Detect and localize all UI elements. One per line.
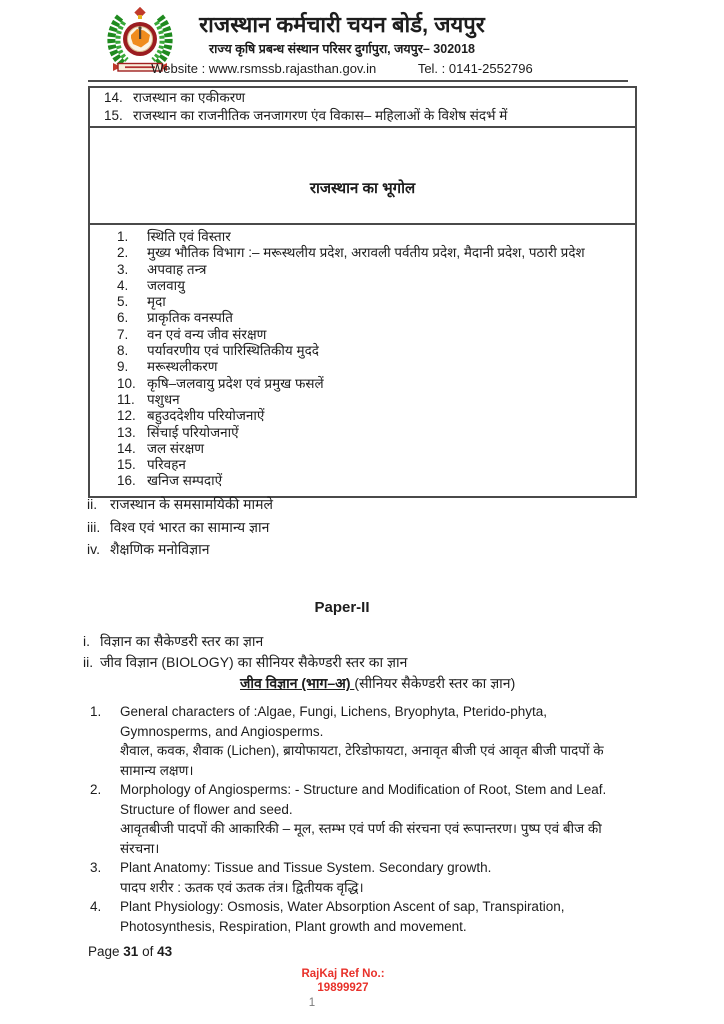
- topic-text-english: Plant Physiology: Osmosis, Water Absorption Ascent of sap, Transpiration, Photosynthesis, Respiration, Plant growth and movement.: [120, 899, 565, 934]
- paper2-title: Paper-II: [314, 599, 370, 616]
- item-text: राजस्थान का राजनीतिक जनजागरण एंव विकास– महिलाओं के विशेष संदर्भ में: [133, 108, 508, 123]
- topic-body: [120, 858, 635, 897]
- item-number: 12.: [117, 408, 136, 424]
- page-current: 31: [123, 944, 139, 959]
- item-number: 3.: [90, 860, 102, 875]
- item-text: मुख्य भौतिक विभाग :– मरूस्थलीय प्रदेश, अरावली पर्वतीय प्रदेश, मैदानी प्रदेश, पठारी प्रदेश: [147, 245, 585, 261]
- outline-list: [87, 496, 273, 564]
- rajkaj-ref-label: RajKaj Ref No.:: [301, 968, 385, 980]
- item-text: मृदा: [147, 294, 166, 310]
- bottom-page-number: 1: [308, 997, 316, 1009]
- item-number: 15.: [104, 108, 123, 123]
- telephone-text: Tel. : 0141-2552796: [417, 61, 533, 76]
- item-number: 2.: [117, 245, 129, 261]
- item-text: शैक्षणिक मनोविज्ञान: [110, 541, 210, 557]
- item-number: 11.: [117, 391, 135, 407]
- letterhead: [96, 12, 588, 77]
- list-item: [90, 327, 635, 343]
- item-text: बहुउददेशीय परियोजनाऐं: [147, 408, 265, 424]
- item-number: 1.: [117, 229, 129, 244]
- item-text: स्थिति एवं विस्तार: [147, 229, 231, 244]
- item-text: वन एवं वन्य जीव संरक्षण: [147, 326, 267, 342]
- item-number: 16.: [117, 473, 136, 489]
- item-number: 4.: [90, 899, 102, 914]
- geography-list: [90, 225, 635, 496]
- list-item: [90, 473, 635, 489]
- item-number: iii.: [87, 518, 101, 535]
- item-number: 14.: [104, 90, 123, 105]
- section-heading-cell: [90, 128, 635, 225]
- item-text: जल संरक्षण: [147, 440, 205, 456]
- list-item: [90, 294, 635, 310]
- outline-item: [87, 541, 273, 557]
- item-text: पशुधन: [147, 391, 180, 407]
- item-number: iv.: [87, 541, 100, 557]
- item-number: 4.: [117, 277, 129, 293]
- item-number: 9.: [117, 359, 129, 375]
- topic-item: [88, 780, 637, 858]
- list-item: [90, 408, 635, 424]
- item-text: राजस्थान के समसामयिकी मामले: [110, 496, 273, 512]
- paper2-item: [83, 652, 643, 673]
- list-item: [90, 441, 635, 457]
- website-text: Website : www.rsmssb.rajasthan.gov.in: [151, 61, 377, 76]
- list-item: [90, 392, 635, 408]
- list-item: [90, 343, 635, 359]
- list-item: [90, 457, 635, 473]
- item-text: विज्ञान का सैकेण्डरी स्तर का ज्ञान: [100, 633, 264, 649]
- item-number: i.: [83, 633, 90, 649]
- biology-topic-list: [88, 702, 637, 936]
- list-item: [90, 359, 635, 375]
- item-text: परिवहन: [147, 457, 186, 473]
- topic-item: [88, 897, 637, 936]
- item-number: 10.: [117, 375, 136, 391]
- list-item: [90, 245, 635, 261]
- topic-body: [120, 780, 635, 858]
- outline-item: [87, 496, 273, 512]
- table-row: [90, 107, 635, 125]
- item-text: खनिज सम्पदाऐं: [147, 473, 223, 489]
- item-number: 7.: [117, 326, 129, 342]
- item-number: 1.: [90, 704, 102, 719]
- topic-item: [88, 858, 637, 897]
- paper2-outline: [83, 631, 643, 694]
- syllabus-table: [88, 86, 637, 498]
- item-text: राजस्थान का एकीकरण: [133, 90, 245, 105]
- topic-text-hindi: शैवाल, कवक, शैवाक (Lichen), ब्रायोफायटा, टेरिडोफायटा, अनावृत बीजी एवं आवृत बीजी पादपों के सामान्य लक्षण।: [120, 743, 604, 778]
- item-number: ii.: [83, 654, 94, 670]
- item-number: 2.: [90, 782, 102, 797]
- paper2-item: [83, 631, 643, 652]
- item-text: जलवायु: [147, 277, 186, 293]
- topic-text-hindi: आवृतबीजी पादपों की आकारिकी – मूल, स्तम्भ एवं पर्ण की संरचना एवं रूपान्तरण। पुष्प एवं बीज की संरचना।: [120, 821, 602, 856]
- part-heading-suffix: (सीनियर सैकेण्डरी स्तर का ज्ञान): [354, 675, 516, 691]
- rajkaj-ref: [0, 967, 686, 995]
- item-number: 3.: [117, 261, 129, 277]
- page-label: Page: [88, 944, 124, 959]
- topic-item: [88, 702, 637, 780]
- item-text: पर्यावरणीय एवं पारिस्थितिकीय मुददे: [147, 343, 319, 359]
- list-item: [90, 425, 635, 441]
- list-item: [90, 310, 635, 326]
- item-number: ii.: [87, 496, 98, 512]
- outline-item: [87, 519, 273, 535]
- topic-text-hindi: पादप शरीर : ऊतक एवं ऊतक तंत्र। द्वितीयक वृद्धि।: [120, 879, 364, 895]
- item-text: विश्व एवं भारत का सामान्य ज्ञान: [110, 518, 270, 535]
- item-number: 14.: [117, 440, 136, 456]
- item-number: 6.: [117, 310, 129, 326]
- item-number: 15.: [117, 457, 136, 473]
- section-heading: राजस्थान का भूगोल: [309, 179, 416, 197]
- item-text: जीव विज्ञान (BIOLOGY) का सीनियर सैकेण्डरी स्तर का ज्ञान: [100, 654, 408, 670]
- item-number: 5.: [117, 294, 129, 310]
- item-text: अपवाह तन्त्र: [147, 261, 207, 277]
- list-item: [90, 229, 635, 245]
- org-address: राज्य कृषि प्रबन्ध संस्थान परिसर दुर्गापुरा, जयपुर– 302018: [209, 42, 475, 56]
- list-item: [90, 376, 635, 392]
- item-number: 13.: [117, 424, 136, 440]
- topic-body: [120, 702, 635, 780]
- item-text: सिंचाई परियोजनाऐं: [147, 424, 239, 440]
- item-text: कृषि–जलवायु प्रदेश एवं प्रमुख फसलें: [147, 375, 324, 391]
- list-item: [90, 262, 635, 278]
- part-heading-line: [240, 673, 643, 694]
- page-total: 43: [157, 944, 173, 959]
- topic-text-english: Morphology of Angiosperms: - Structure and Modification of Root, Stem and Leaf. Structure of flower and seed.: [120, 782, 607, 817]
- topic-body: [120, 897, 635, 936]
- item-text: मरूस्थलीकरण: [147, 359, 218, 375]
- item-text: प्राकृतिक वनस्पति: [147, 310, 233, 326]
- topic-text-english: Plant Anatomy: Tissue and Tissue System. Secondary growth.: [120, 860, 492, 875]
- table-row: [90, 89, 635, 107]
- paper2-item-list: [83, 631, 643, 673]
- header-divider: [88, 80, 628, 82]
- rajkaj-ref-number: 19899927: [317, 982, 369, 994]
- page-count: [88, 944, 172, 959]
- contact-line: [96, 61, 588, 77]
- org-title: राजस्थान कर्मचारी चयन बोर्ड, जयपुर: [199, 12, 485, 37]
- topic-text-english: General characters of :Algae, Fungi, Lichens, Bryophyta, Pterido-phyta, Gymnosperms, and Angiosperms.: [120, 704, 547, 739]
- part-heading: जीव विज्ञान (भाग–अ): [240, 675, 355, 691]
- page-of: of: [138, 944, 158, 959]
- table-top-rows: [90, 88, 635, 128]
- item-number: 8.: [117, 343, 129, 359]
- list-item: [90, 278, 635, 294]
